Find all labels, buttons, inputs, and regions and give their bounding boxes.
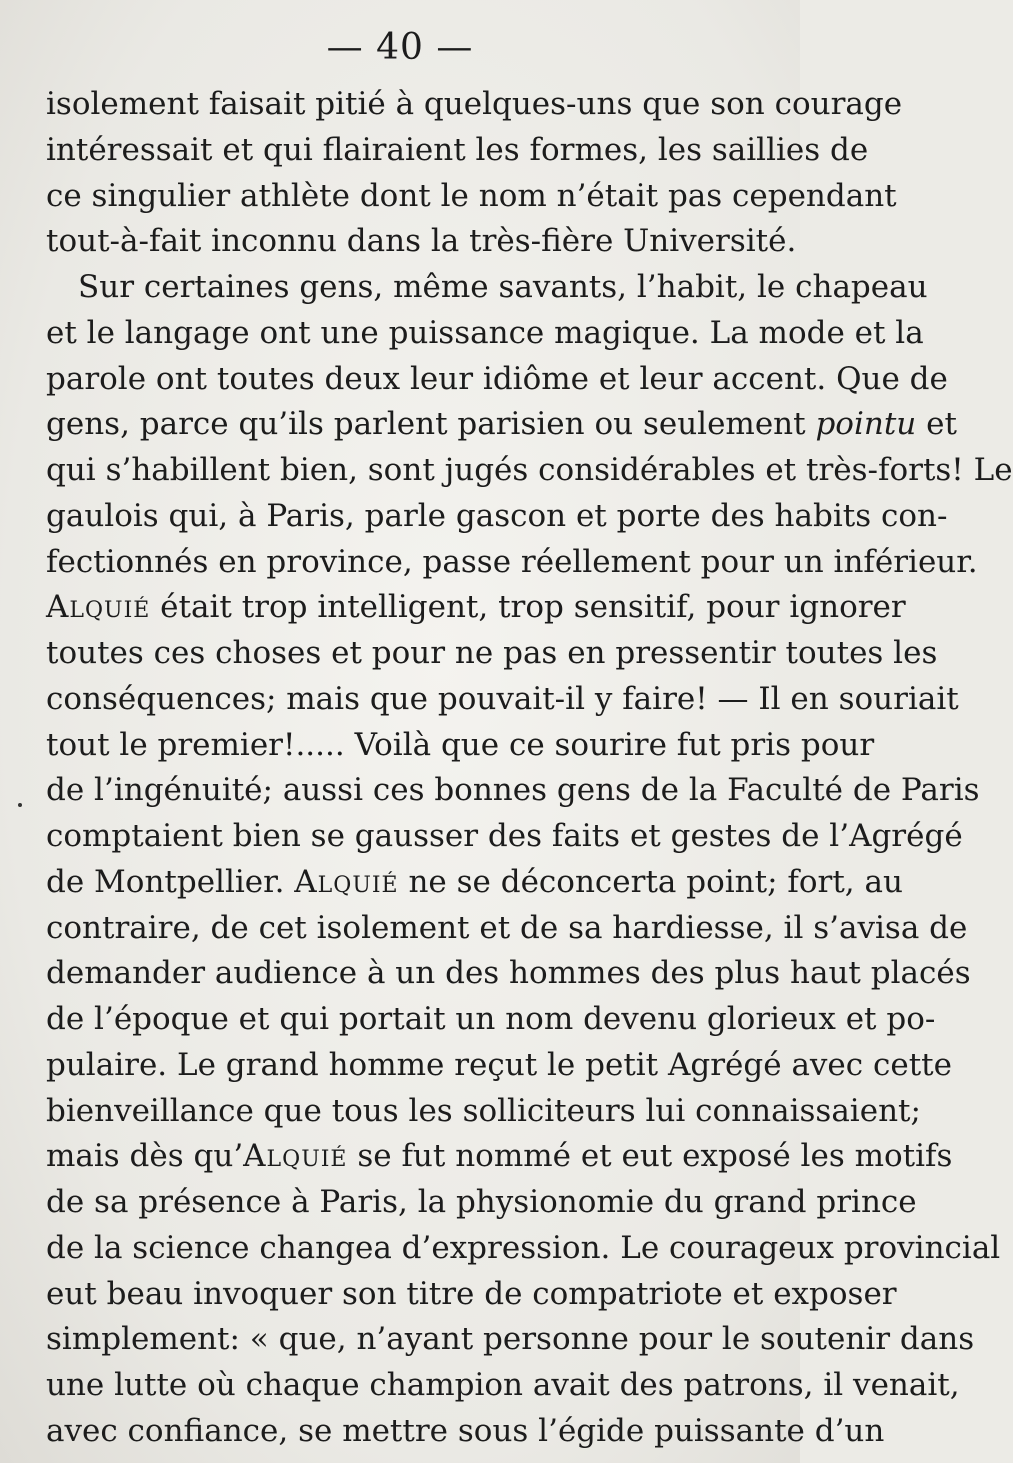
text-line: tout le premier!..... Voilà que ce sourire fut pris pour <box>46 726 875 763</box>
text-line: Sur certaines gens, même savants, l’habit, le chapeau <box>78 269 928 305</box>
text-line: une lutte où chaque champion avait des patrons, il venait, <box>46 1367 960 1403</box>
body-text <box>46 82 1013 1455</box>
text-line: tout-à-fait inconnu dans la très-fière Université. <box>46 223 797 260</box>
text-line <box>46 860 903 906</box>
text-run: de Montpellier. <box>46 863 295 900</box>
text-line: et le langage ont une puissance magique. La mode et la <box>46 314 924 351</box>
text-run: et <box>916 406 957 443</box>
text-line: gaulois qui, à Paris, parle gascon et porte des habits con- <box>46 497 948 534</box>
text-run: se fut nommé et eut exposé les motifs <box>347 1138 953 1175</box>
text-line: toutes ces choses et pour ne pas en pressentir toutes les <box>46 635 938 671</box>
text-line: qui s’habillent bien, sont jugés considérables et très-forts! Le <box>46 452 1013 488</box>
text-line: simplement: « que, n’ayant personne pour le soutenir dans <box>46 1321 975 1358</box>
text-run: ne se déconcerta point; fort, au <box>398 863 903 900</box>
text-line: de la science changea d’expression. Le courageux provincial <box>46 1229 1001 1266</box>
text-line <box>46 402 957 448</box>
text-line: conséquences; mais que pouvait-il y faire! — Il en souriait <box>46 680 959 717</box>
text-line: parole ont toutes deux leur idiôme et leur accent. Que de <box>46 360 948 397</box>
name-small-caps: Alquié <box>243 1138 348 1175</box>
text-line: pulaire. Le grand homme reçut le petit Agrégé avec cette <box>46 1046 952 1083</box>
text-line: demander audience à un des hommes des plus haut placés <box>46 955 971 992</box>
text-run: mais dès qu’ <box>46 1138 244 1175</box>
text-line: ce singulier athlète dont le nom n’était pas cependant <box>46 177 897 214</box>
text-line <box>46 1134 953 1180</box>
text-line: comptaient bien se gausser des faits et gestes de l’Agrégé <box>46 818 963 854</box>
text-run: gens, parce qu’ils parlent parisien ou seulement <box>46 406 816 443</box>
text-line: fectionnés en province, passe réellement pour un inférieur. <box>46 543 978 580</box>
text-line: de sa présence à Paris, la physionomie du grand prince <box>46 1184 917 1220</box>
text-line: eut beau invoquer son titre de compatriote et exposer <box>46 1275 897 1312</box>
text-line: intéressait et qui flairaient les formes, les saillies de <box>46 131 869 168</box>
print-speck <box>18 803 22 807</box>
text-line: de l’ingénuité; aussi ces bonnes gens de la Faculté de Paris <box>46 772 980 809</box>
text-line: avec confiance, se mettre sous l’égide puissante d’un <box>46 1412 885 1449</box>
text-line <box>46 585 906 631</box>
name-small-caps: Alquié <box>294 863 399 900</box>
italic-word: pointu <box>815 406 917 443</box>
text-line: contraire, de cet isolement et de sa hardiesse, il s’avisa de <box>46 909 968 946</box>
text-line: bienveillance que tous les solliciteurs lui connaissaient; <box>46 1092 921 1129</box>
text-line: de l’époque et qui portait un nom devenu glorieux et po- <box>46 1001 936 1037</box>
page-number: — 40 — <box>326 27 474 68</box>
name-small-caps: Alquié <box>46 589 151 626</box>
text-line: isolement faisait pitié à quelques-uns que son courage <box>46 86 903 122</box>
text-run: était trop intelligent, trop sensitif, pour ignorer <box>150 589 906 626</box>
